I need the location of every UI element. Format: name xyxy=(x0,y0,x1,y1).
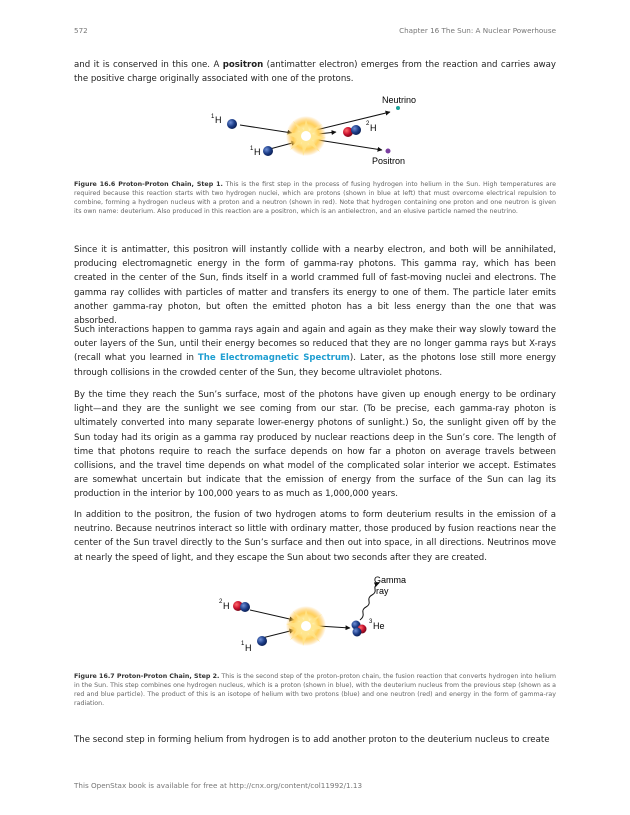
para3-text-before: Such interactions happen to gamma rays again and again and again as they make their way slowly toward the outer layers of the Sun, until their energy becomes so reduced that they are no longer gamma rays but X-rays (recall what you learned in xyxy=(74,325,556,364)
chapter-title: Chapter 16 The Sun: A Nuclear Powerhouse xyxy=(399,26,556,35)
figure-16-6-diagram xyxy=(0,92,630,172)
label-3he-sup: 3 xyxy=(369,619,373,625)
label-1h-b-sup: 1 xyxy=(250,146,254,152)
proton-icon xyxy=(227,119,237,129)
label-1h: H xyxy=(245,643,252,653)
paragraph-second-step: The second step in forming helium from hydrogen is to add another proton to the deuterium nucleus to create xyxy=(74,735,550,745)
caption-label: Figure 16.7 Proton-Proton Chain, Step 2. xyxy=(74,673,220,680)
paragraph-neutrinos: In addition to the positron, the fusion of two hydrogen atoms to form deuterium results in the emission of a neutrino. Because neutrinos interact so little with ordinary matter, those produced by fusion reactions near the center of the Sun travel directly to the Sun’s surface and then out into space, in all directions. Neutrinos move at nearly the speed of light, and they escape the Sun about two seconds after they are created. xyxy=(74,510,556,563)
label-1h-a-sup: 1 xyxy=(211,114,215,120)
starburst-icon xyxy=(286,116,326,156)
footer-note: This OpenStax book is available for free at http://cnx.org/content/col11992/1.13 xyxy=(74,781,363,790)
paragraph-surface: By the time they reach the Sun’s surface, most of the photons have given up enough energy to be ordinary light—and they are the sunlight we see coming from our star. (To be precise, each gamma-ray photon is ultimately converted into many separate lower-energy photons of sunlight.) So, the sunlight given off by the Sun today had its origin as a gamma ray produced by nuclear reactions deep in the Sun’s core. The length of time that photons require to reach the surface depends on how far a photon on average travels between collisions, and the travel time depends on what model of the complicated solar interior we accept. Estimates are somewhat uncertain but indicate that the emission of energy from the surface of the Sun can lag its production in the interior by 100,000 years to as much as 1,000,000 years. xyxy=(74,390,556,500)
caption-text: This is the first step in the process of fusing hydrogen into helium in the Sun. High temperatures are required because this reaction starts with two hydrogen nuclei, which are protons (shown in blue at left) that must overcome electrical repulsion to combine, forming a hydrogen nucleus with a proton and a neutron (shown in red). Note that hydrogen containing one proton and one neutron is given its own name: deuterium. Also produced in this reaction are a positron, which is an antielectron, and an elusive particle named the neutrino. xyxy=(74,181,556,215)
proton-icon xyxy=(353,628,362,637)
label-gamma-line2: ray xyxy=(376,586,389,596)
label-2h: H xyxy=(370,123,377,133)
proton-icon xyxy=(240,602,250,612)
proton-icon xyxy=(263,146,273,156)
paragraph-interactions xyxy=(74,323,556,380)
label-2h: H xyxy=(223,601,230,611)
arrow-icon xyxy=(240,125,292,133)
intro-text-after: (antimatter electron) emerges from the reaction and carries away the positive charge originally associated with one of the protons. xyxy=(74,60,556,85)
label-2h-sup: 2 xyxy=(219,599,223,605)
label-2h-sup: 2 xyxy=(366,121,370,127)
label-positron: Positron xyxy=(372,156,406,166)
caption-text: This is the second step of the proton-proton chain, the fusion reaction that converts hydrogen into helium in the Sun. This step combines one hydrogen nucleus, which is a proton (shown in blue), with the deuterium nucleus from the previous step (shown as a red and blue particle). The product of this is an isotope of helium with two protons (blue) and one neutron (red) and energy in the form of gamma-ray radiation. xyxy=(74,673,556,707)
intro-text-before: and it is conserved in this one. A xyxy=(74,60,223,70)
label-3he: He xyxy=(373,621,385,631)
figure-16-7-caption xyxy=(74,673,556,709)
starburst-icon xyxy=(286,606,326,646)
para3-text-after: ). Later, as the photons lose still more energy through collisions in the crowded center of the Sun, they become ultraviolet photons. xyxy=(74,353,556,378)
label-1h-a: H xyxy=(215,115,222,125)
proton-icon xyxy=(351,125,361,135)
neutrino-icon xyxy=(396,106,400,110)
paragraph-antimatter: Since it is antimatter, this positron will instantly collide with a nearby electron, and both will be annihilated, producing electromagnetic energy in the form of gamma-ray photons. This gamma ray, which has been created in the center of the Sun, finds itself in a world crammed full of fast-moving nuclei and electrons. The gamma ray collides with particles of matter and transfers its energy to one of them. The particle later emits another gamma-ray photon, but often the emitted photon has a bit less energy than the one that was absorbed. xyxy=(74,245,556,327)
label-gamma-line1: Gamma xyxy=(374,575,407,585)
electromagnetic-spectrum-link[interactable]: The Electromagnetic Spectrum xyxy=(197,353,350,364)
positron-term: positron xyxy=(222,60,264,70)
page-number: 572 xyxy=(74,26,88,35)
positron-icon xyxy=(386,149,391,154)
figure-16-6-caption xyxy=(74,181,556,217)
arrow-icon xyxy=(318,140,382,150)
proton-icon xyxy=(257,636,267,646)
figure-16-7-diagram xyxy=(0,574,630,662)
caption-label: Figure 16.6 Proton-Proton Chain, Step 1. xyxy=(74,181,223,188)
label-1h-b: H xyxy=(254,147,261,157)
arrow-icon xyxy=(250,610,294,620)
label-1h-sup: 1 xyxy=(241,641,245,647)
label-neutrino: Neutrino xyxy=(382,95,417,105)
intro-paragraph xyxy=(74,58,556,86)
